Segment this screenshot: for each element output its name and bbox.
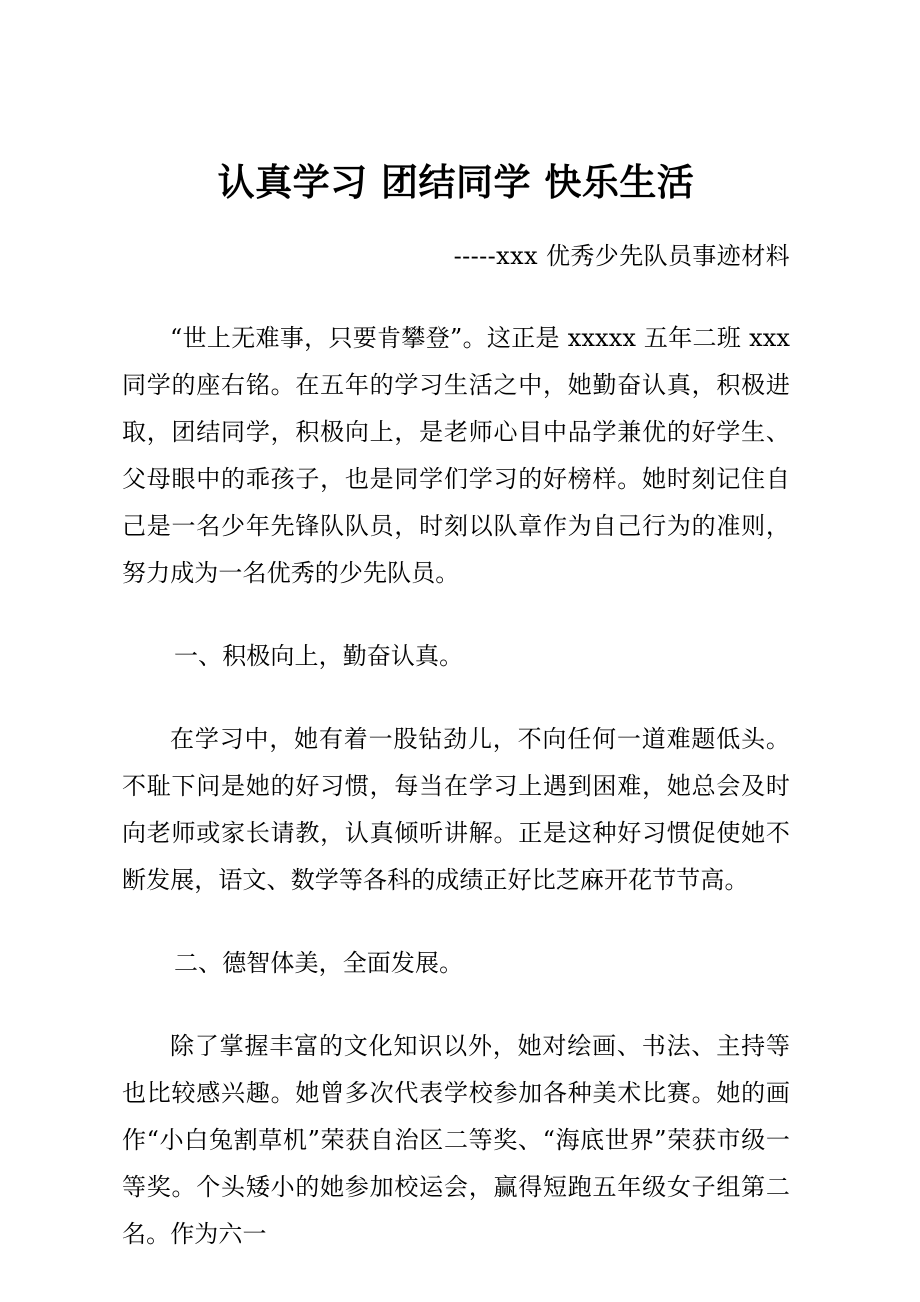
section-heading-one: 一、积极向上，勤奋认真。 — [174, 642, 464, 670]
document-subtitle: -----xxx 优秀少先队员事迹材料 — [453, 242, 790, 270]
paragraph-intro: “世上无难事，只要肯攀登”。这正是 xxxxx 五年二班 xxx 同学的座右铭。在五年的学习生活之中，她勤奋认真，积极进取，团结同学，积极向上，是老师心目中品学兼优的好学生、父母眼中的乖孩子，也是同学们学习的好榜样。她时刻记住自己是一名少年先锋队队员，时刻以队章作为自己行为的准则，努力成为一名优秀的少先队员。 — [122, 324, 790, 587]
page-title: 认真学习 团结同学 快乐生活 — [217, 161, 695, 204]
paragraph-section-two-body: 除了掌握丰富的文化知识以外，她对绘画、书法、主持等也比较感兴趣。她曾多次代表学校参加各种美术比赛。她的画作“小白兔割草机”荣获自治区二等奖、“海底世界”荣获市级一等奖。个头矮小的她参加校运会，赢得短跑五年级女子组第二名。作为六一 — [122, 1032, 790, 1248]
section-heading-two: 二、德智体美，全面发展。 — [174, 949, 464, 977]
paragraph-section-one-body: 在学习中，她有着一股钻劲儿，不向任何一道难题低头。不耻下问是她的好习惯，每当在学习上遇到困难，她总会及时向老师或家长请教，认真倾听讲解。正是这种好习惯促使她不断发展，语文、数学等各科的成绩正好比芝麻开花节节高。 — [122, 725, 790, 894]
document-content — [122, 0, 790, 1258]
